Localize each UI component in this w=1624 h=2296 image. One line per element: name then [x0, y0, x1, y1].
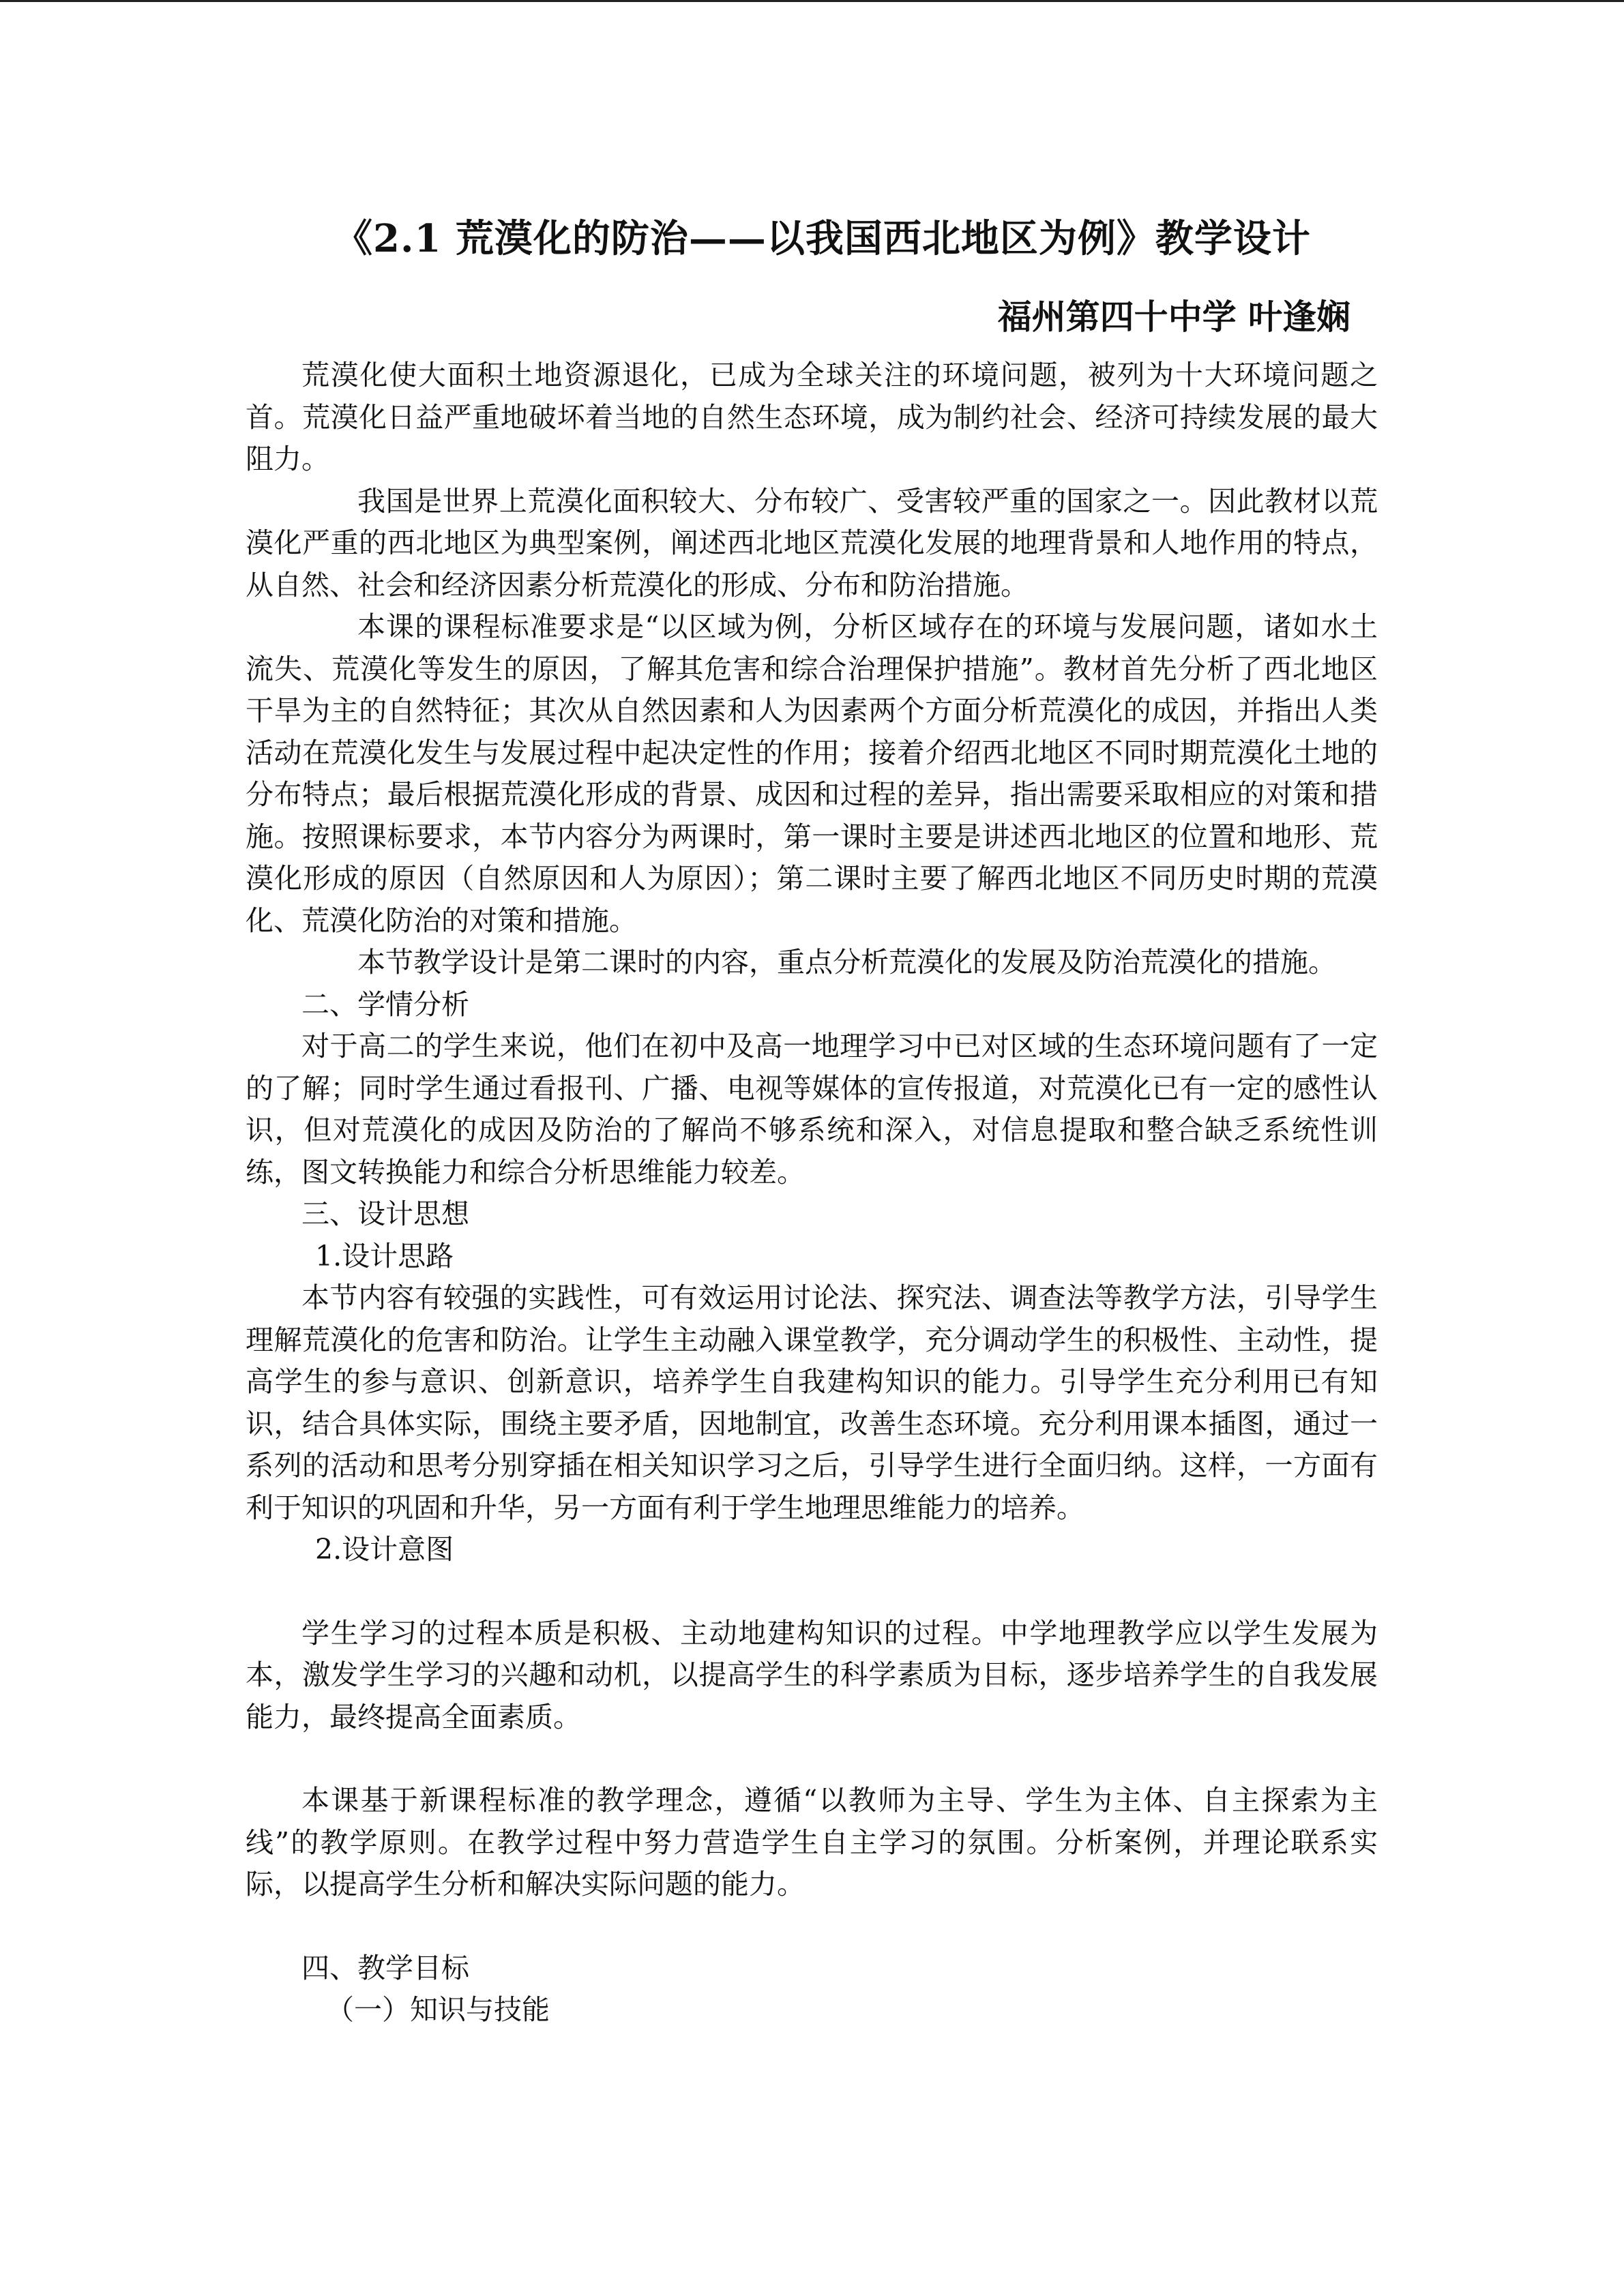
document-title: 《2.1 荒漠化的防治——以我国西北地区为例》教学设计 — [334, 216, 1311, 261]
paragraph-design-intent-2: 本课基于新课程标准的教学理念，遵循“以教师为主导、学生为主体、自主探索为主线”的教学原则。在教学过程中努力营造学生自主学习的氛围。分析案例，并理论联系实际，以提高学生分析和解决实际问题的能力。 — [246, 1784, 1378, 1900]
spacer — [246, 1738, 1378, 1780]
subheading-knowledge-skills: （一）知识与技能 — [326, 1993, 550, 2026]
paragraph-intro: 荒漠化使大面积土地资源退化，已成为全球关注的环境问题，被列为十大环境问题之首。荒漠化日益严重地破坏着当地的自然生态环境，成为制约社会、经济可持续发展的最大阻力。 — [246, 359, 1378, 475]
spacer — [246, 1571, 1378, 1613]
subheading-design-intent: 2.设计意图 — [315, 1533, 454, 1566]
spacer — [246, 1906, 1378, 1948]
paragraph-design-intent-1: 学生学习的过程本质是积极、主动地建构知识的过程。中学地理教学应以学生发展为本，激发学生学习的兴趣和动机，以提高学生的科学素质为目标，逐步培养学生的自我发展能力，最终提高全面素质。 — [246, 1616, 1378, 1733]
paragraph-lesson-focus: 本节教学设计是第二课时的内容，重点分析荒漠化的发展及防治荒漠化的措施。 — [357, 946, 1336, 979]
subheading-design-approach: 1.设计思路 — [315, 1239, 454, 1272]
document-page — [246, 198, 1378, 2031]
heading-teaching-objectives: 四、教学目标 — [301, 1951, 469, 1984]
heading-design-thinking: 三、设计思想 — [301, 1197, 469, 1230]
page-top-border — [0, 0, 1624, 2]
heading-student-analysis: 二、学情分析 — [301, 987, 469, 1021]
paragraph-curriculum-standard: 本课的课程标准要求是“以区域为例，分析区域存在的环境与发展问题，诸如水土流失、荒漠化等发生的原因，了解其危害和综合治理保护措施”。教材首先分析了西北地区干旱为主的自然特征；其次从自然因素和人为因素两个方面分析荒漠化的成因，并指出人类活动在荒漠化发生与发展过程中起决定性的作用；接着介绍西北地区不同时期荒漠化土地的分布特点；最后根据荒漠化形成的背景、成因和过程的差异，指出需要采取相应的对策和措施。按照课标要求，本节内容分为两课时，第一课时主要是讲述西北地区的位置和地形、荒漠化形成的原因（自然原因和人为原因）；第二课时主要了解西北地区不同历史时期的荒漠化、荒漠化防治的对策和措施。 — [246, 610, 1378, 937]
paragraph-student-analysis: 对于高二的学生来说，他们在初中及高一地理学习中已对区域的生态环境问题有了一定的了解；同时学生通过看报刊、广播、电视等媒体的宣传报道，对荒漠化已有一定的感性认识，但对荒漠化的成因及防治的了解尚不够系统和深入，对信息提取和整合缺乏系统性训练，图文转换能力和综合分析思维能力较差。 — [246, 1030, 1378, 1189]
document-author: 福州第四十中学 叶逢娴 — [997, 297, 1350, 337]
paragraph-design-approach: 本节内容有较强的实践性，可有效运用讨论法、探究法、调查法等教学方法，引导学生理解荒漠化的危害和防治。让学生主动融入课堂教学，充分调动学生的积极性、主动性，提高学生的参与意识、创新意识，培养学生自我建构知识的能力。引导学生充分利用已有知识，结合具体实际，围绕主要矛盾，因地制宜，改善生态环境。充分利用课本插图，通过一系列的活动和思考分别穿插在相关知识学习之后，引导学生进行全面归纳。这样，一方面有利于知识的巩固和升华，另一方面有利于学生地理思维能力的培养。 — [246, 1281, 1378, 1524]
paragraph-china-desertification: 我国是世界上荒漠化面积较大、分布较广、受害较严重的国家之一。因此教材以荒漠化严重的西北地区为典型案例，阐述西北地区荒漠化发展的地理背景和人地作用的特点，从自然、社会和经济因素分析荒漠化的形成、分布和防治措施。 — [246, 484, 1378, 601]
